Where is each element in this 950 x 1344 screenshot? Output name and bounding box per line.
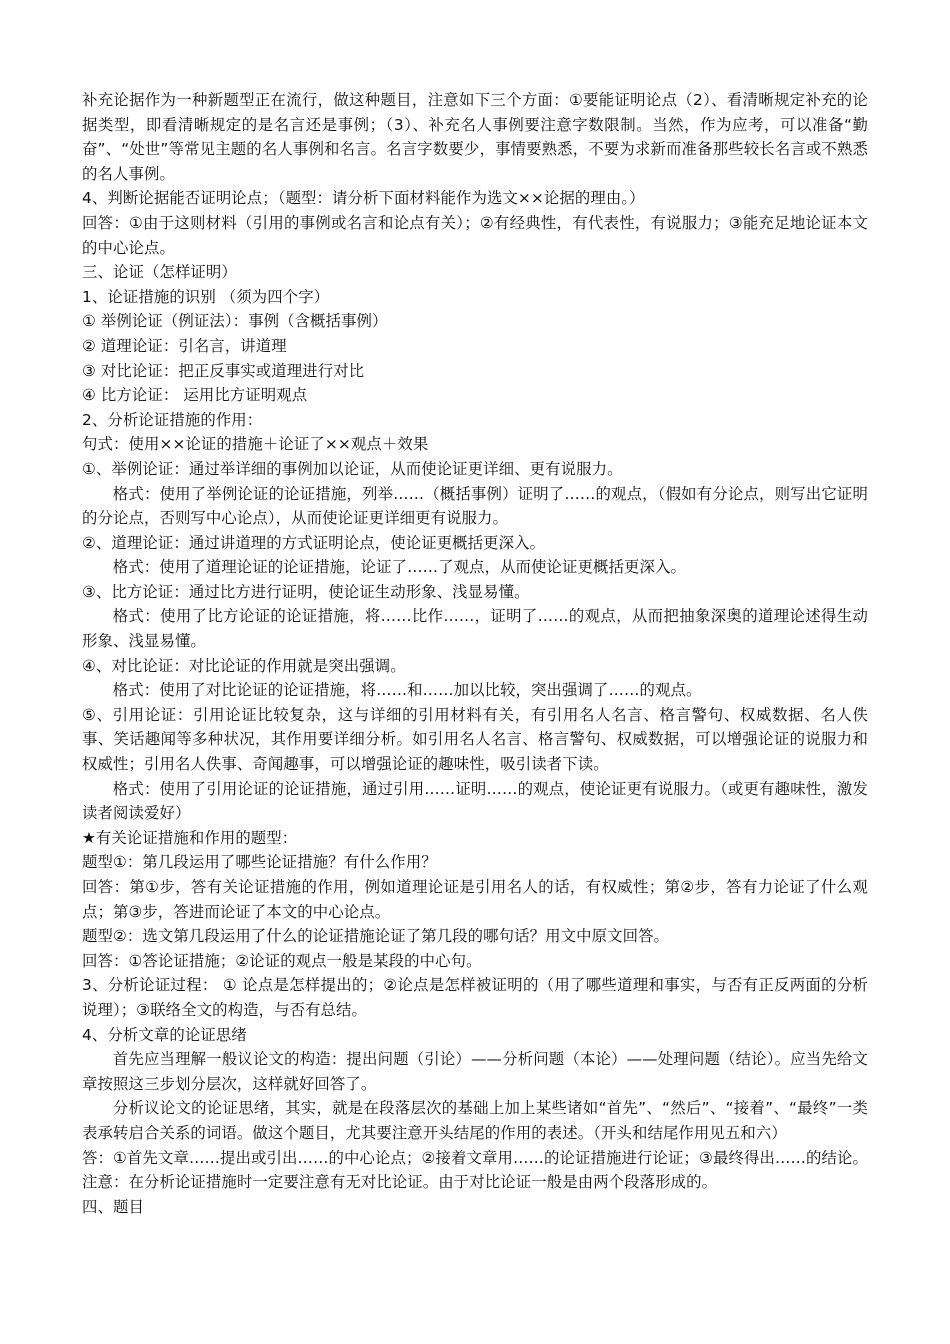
heading-method-identification: 1、论证措施的识别 （须为四个字） <box>82 287 330 306</box>
heading-argument-process: 3、分析论证过程： ① 论点是怎样提出的；②论点是怎样被证明的（用了哪些道理和事实，与否有正反两面的分析说理）；③联络全文的构造，与否有总结。 <box>82 976 868 1019</box>
list-item-reason-argument: ② 道理论证：引名言，讲道理 <box>82 336 287 355</box>
list-item-example-argument: ① 举例论证（例证法）：事例（含概括事例） <box>82 312 388 331</box>
reason-argument-desc: ②、道理论证：通过讲道理的方式证明论点，使论证更概括更深入。 <box>82 533 546 552</box>
sentence-pattern: 句式：使用××论证的措施＋论证了××观点＋效果 <box>82 435 429 454</box>
analogy-argument-format: 格式：使用了比方论证的论证措施，将……比作……，证明了……的观点，从而把抽象深奥的道理论述得生动形象、浅显易懂。 <box>82 607 868 651</box>
list-item-analogy-argument: ④ 比方论证： 运用比方证明观点 <box>82 386 308 405</box>
heading-question-types: ★有关论证措施和作用的题型： <box>82 828 298 847</box>
heading-argument-thinking: 4、分析文章的论证思绪 <box>82 1025 247 1044</box>
answer-thinking: 答：①首先文章……提出或引出……的中心论点；②接着文章用……的论证措施进行论证；③最终得出……的结论。注意：在分析论证措施时一定要注意有无对比论证。由于对比论证一般是由两个段落形成的。 <box>82 1148 868 1192</box>
citation-argument-format: 格式：使用了引用论证的论证措施，通过引用……证明……的观点，使论证更有说服力。（或更有趣味性，激发读者阅读爱好） <box>82 779 868 823</box>
section-heading-title: 四、题目 <box>82 1197 144 1216</box>
heading-method-function: 2、分析论证措施的作用： <box>82 410 263 429</box>
citation-argument-desc: ⑤、引用论证：引用论证比较复杂，这与详细的引用材料有关，有引用名人名言、格言警句、权威数据、名人佚事、笑话趣闻等多种状况，其作用要详细分析。如引用名人名言、格言警句、权威数据，可以增强论证的说服力和权威性；引用名人佚事、奇闻趣事，可以增强论证的趣味性，吸引读者下读。 <box>82 705 868 774</box>
reason-argument-format: 格式：使用了道理论证的论证措施，论证了……了观点，从而使论证更概括更深入。 <box>112 558 686 577</box>
answer-judge-evidence: 回答：①由于这则材料（引用的事例或名言和论点有关）；②有经典性，有代表性，有说服力；③能充足地论证本文的中心论点。 <box>82 213 868 257</box>
answer-type-2: 回答：①答论证措施；②论证的观点一般是某段的中心句。 <box>82 951 482 970</box>
answer-type-1: 回答：第①步，答有关论证措施的作用，例如道理论证是引用名人的话，有权威性；第②步，答有力论证了什么观点；第③步，答进而论证了本文的中心论点。 <box>82 878 868 921</box>
contrast-argument-desc: ④、对比论证：对比论证的作用就是突出强调。 <box>82 656 406 675</box>
list-item-contrast-argument: ③ 对比论证：把正反事实或道理进行对比 <box>82 361 365 380</box>
structure-paragraph: 首先应当理解一般议论文的构造：提出问题（引论）——分析问题（本论）——处理问题（结论）。应当先给文章按照这三步划分层次，这样就好回答了。 <box>82 1050 868 1093</box>
example-argument-format: 格式：使用了举例论证的论证措施，列举……（概括事例）证明了……的观点，（假如有分论点，则写出它证明的分论点，否则写中心论点），从而使论证更详细更有说服力。 <box>82 484 868 528</box>
question-type-2: 题型②：选文第几段运用了什么的论证措施论证了第几段的哪句话？用文中原文回答。 <box>82 927 670 946</box>
example-argument-desc: ①、举例论证：通过举详细的事例加以论证，从而使论证更详细、更有说服力。 <box>82 459 623 478</box>
heading-judge-evidence: 4、判断论据能否证明论点；（题型：请分析下面材料能作为选文××论据的理由。） <box>82 189 645 208</box>
question-type-1: 题型①：第几段运用了哪些论证措施？有什么作用？ <box>82 853 437 872</box>
contrast-argument-format: 格式：使用了对比论证的论证措施，将……和……加以比较，突出强调了……的观点。 <box>112 681 702 700</box>
thinking-paragraph: 分析议论文的论证思绪，其实，就是在段落层次的基础上加上某些诸如“首先”、“然后”、“接着”、“最终”一类表承转启合关系的词语。做这个题目，尤其要注意开头结尾的作用的表述。（开头和结尾作用见五和六） <box>82 1099 868 1142</box>
section-heading-argumentation: 三、论证（怎样证明） <box>82 263 237 282</box>
analogy-argument-desc: ③、比方论证：通过比方进行证明，使论证生动形象、浅显易懂。 <box>82 582 530 601</box>
paragraph-supplement-evidence: 补充论据作为一种新题型正在流行，做这种题目，注意如下三个方面：①要能证明论点（2）、看清晰规定补充的论据类型，即看清晰规定的是名言还是事例；（3）、补充名人事例要注意字数限制。当然，作为应考，可以准备“勤奋”、“处世”等常见主题的名人事例和名言。名言字数要少，事情要熟悉，不要为求新而准备那些较长名言或不熟悉的名人事例。 <box>82 91 868 183</box>
